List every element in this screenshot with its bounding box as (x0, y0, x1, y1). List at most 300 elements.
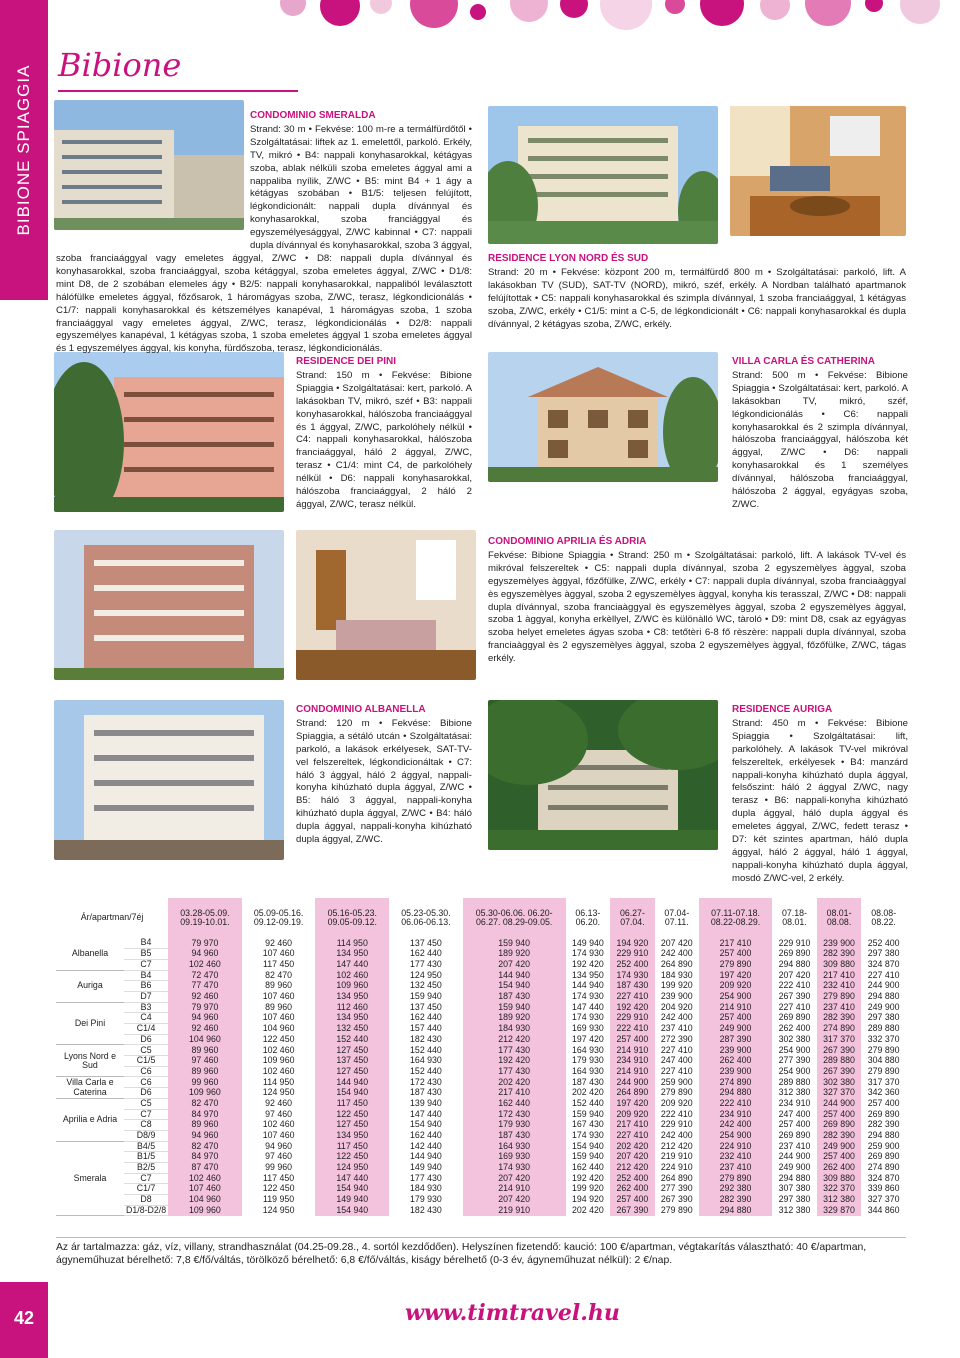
pini-building-photo (54, 352, 284, 512)
price-cell: 227 410 (660, 1044, 693, 1055)
price-cell: 107 460 (262, 1130, 295, 1141)
price-cell: 294 880 (867, 1130, 900, 1141)
apartment-category: D6 (124, 1088, 168, 1099)
albanella-body: Strand: 120 m • Fekvése: Bibione Spiaggia, a sétáló utcán • Szolgáltatásai: parkoló, a lakások erkélyesek, SAT-TV-vel felszereltek, légkondicionáltak • C7: háló 3 ággyal, háló 2 ággyal, nappali-konyha kihúzható dupla ággyal, Z/WC • B5: háló 3 ággyal, nappali-konyha kihúzható dupla ággyal, Z/WC • B4: háló dupla ággyal, nappali-konyha kihúzható dupla ággyal, Z/WC. (296, 717, 472, 846)
price-cell: 162 440 (410, 1012, 442, 1023)
lyon-text (488, 253, 906, 331)
price-cell: 97 460 (265, 1151, 293, 1162)
price-cell: 124 950 (262, 1087, 295, 1098)
price-cell: 174 930 (571, 991, 604, 1002)
price-cell: 99 960 (265, 1162, 293, 1173)
price-cell: 279 890 (699, 1173, 772, 1184)
price-cell: 152 440 (315, 1034, 389, 1045)
price-cell: 274 890 (867, 1162, 900, 1173)
price-cell: 102 460 (168, 1173, 242, 1184)
price-cell: 94 960 (168, 1130, 242, 1141)
price-cell: 114 950 (263, 1076, 295, 1087)
price-cell: 154 940 (315, 1088, 389, 1099)
price-cell: 254 900 (778, 1044, 811, 1055)
price-cell: 164 930 (571, 1065, 604, 1076)
price-cell: 307 380 (778, 1183, 811, 1194)
price-cell: 154 940 (463, 981, 566, 992)
villa-title: VILLA CARLA ÉS CATHERINA (732, 356, 875, 367)
price-cell: 287 390 (699, 1034, 772, 1045)
apartment-category: C7 (124, 1173, 168, 1184)
website-url[interactable]: www.timtravel.hu (405, 1300, 620, 1326)
price-cell: 154 940 (571, 1140, 604, 1151)
price-cell: 312 380 (778, 1087, 811, 1098)
aprilia-body: Fekvése: Bibione Spiaggia • Strand: 250 m • Szolgáltatásai: parkoló, lift. A lakások TV-vel és mikróval felszereltek • C5: nappali dupla dívánnyal, szoba 2 egyszemèlyes àggyal, szoba egyszemèlyes àggyal, főzőfülke, Z/WC, erkély • C7: nappali dupla dívánnyal, szoba franciaàggyal ès egyszemèlyes àggyal, szoba 2 egyszemèlyes àggyal, konyha kis terasszal, Z/WC • D8: nappali dupla dívánnyal, szoba franciaàggyal ès egyszemèlyes àggyal, szoba 2 egyszemèlyes àggyal, szoba 1 àggyal, konyha erkèllyel, Z/WC ès különàlló WC, tàroló • D9: mint D8, csak az egyágyas szoba helyet emeletes ágyas szoba • C8: tetőtèri 6-8 fő rèszère: nappali dupla dívánnyal, szoba franciaàggyal ès 2 egyszemèlyes àggyal, szoba 2 egyszemèlyes àggyal, főzőfülke, Z/WC, tágas erkély. (488, 549, 906, 665)
price-cell: 237 410 (817, 1002, 862, 1013)
price-cell: 249 900 (867, 1001, 900, 1012)
price-cell: 127 450 (315, 1066, 389, 1077)
apartment-category: C1/4 (124, 1024, 168, 1035)
price-cell: 137 450 (410, 1001, 442, 1012)
price-cell: 122 450 (315, 1109, 389, 1120)
price-row (56, 970, 906, 981)
price-cell: 342 360 (867, 1087, 900, 1098)
apartment-category: B3 (124, 1002, 168, 1013)
price-cell: 94 960 (168, 949, 242, 960)
price-cell: 309 880 (817, 959, 862, 970)
price-cell: 294 880 (778, 1172, 811, 1183)
price-cell: 159 940 (410, 991, 442, 1002)
price-cell: 102 460 (262, 1044, 295, 1055)
price-cell: 102 460 (262, 1119, 295, 1130)
price-cell: 177 430 (463, 1066, 566, 1077)
accommodation-name: Villa Carla e Caterina (56, 1077, 124, 1098)
apartment-category: C6 (124, 1066, 168, 1077)
price-cell: 249 900 (817, 1141, 862, 1152)
period-header: 05.09-05.16. 09.12-09.19. (253, 907, 304, 927)
logo-underline (58, 90, 298, 92)
price-cell: 177 430 (463, 1045, 566, 1056)
price-cell: 324 870 (867, 1172, 900, 1183)
sidebar (0, 0, 48, 1358)
price-cell: 217 410 (610, 1120, 655, 1131)
price-cell: 194 920 (610, 938, 655, 949)
price-row (56, 949, 906, 960)
price-cell: 172 430 (463, 1109, 566, 1120)
price-cell: 212 420 (610, 1162, 655, 1173)
price-cell: 174 930 (571, 1130, 604, 1141)
lyon-interior-photo (730, 106, 906, 236)
price-cell: 99 960 (168, 1077, 242, 1088)
price-cell: 182 430 (410, 1204, 442, 1215)
decorative-bubbles (260, 0, 960, 60)
apartment-category: D6 (124, 1034, 168, 1045)
price-cell: 172 430 (410, 1076, 442, 1087)
price-cell: 297 380 (867, 1012, 900, 1023)
price-row (56, 1045, 906, 1056)
accommodation-name: Aprilia e Adria (56, 1098, 124, 1141)
price-cell: 209 920 (610, 1109, 655, 1120)
price-cell: 262 400 (817, 1162, 862, 1173)
period-header: 08.08-08.22. (871, 907, 897, 927)
price-cell: 219 910 (660, 1151, 693, 1162)
price-cell: 227 410 (660, 1065, 693, 1076)
price-cell: 289 880 (778, 1076, 811, 1087)
price-cell: 84 970 (168, 1152, 242, 1163)
price-cell: 339 860 (867, 1183, 900, 1194)
price-cell: 184 930 (660, 969, 693, 980)
albanella-title: CONDOMINIO ALBANELLA (296, 704, 426, 715)
price-cell: 174 930 (571, 948, 604, 959)
price-row (56, 1056, 906, 1067)
price-cell: 72 470 (168, 970, 242, 981)
price-cell: 274 890 (817, 1024, 862, 1035)
price-cell: 212 420 (463, 1034, 566, 1045)
price-cell: 104 960 (262, 1023, 295, 1034)
villa-photo (488, 352, 718, 482)
price-cell: 259 900 (660, 1076, 693, 1087)
price-row (56, 1066, 906, 1077)
price-cell: 207 420 (610, 1152, 655, 1163)
price-cell: 169 930 (571, 1023, 604, 1034)
price-cell: 92 460 (168, 991, 242, 1002)
period-header: 05.16-05.23. 09.05-09.12. (315, 898, 389, 938)
price-cell: 274 890 (699, 1077, 772, 1088)
price-cell: 89 960 (168, 1045, 242, 1056)
price-cell: 97 460 (168, 1056, 242, 1067)
smerala-body-text: Strand: 30 m • Fekvése: 100 m-re a termálfürdőtől • Szolgáltatásai: liftek az 1. emelettől, parkoló. Erkély, TV, mikró • B4: nappali konyhasarokkal, kétágyas szoba, ablak nélküli szoba emeletes ággyal ami a nappaliba nyílik, Z/WC • B5: mint B4 + 1 ágy a kétágyas szobában • B1/5: teljesen felújított, légkondicionált: nappali dupla dívánnyal és konyhasarokkal, szoba franciággyal és egyszemélyesággyal, Z/WC kabinnal • C7: nappali dupla dívánnyal és konyhasarokkal, szoba 3 ággyal, szoba franciaággyal vagy emeletes ággyal, Z/WC • D8: nappali dupla dívánnyal és konyhasarokkal, szoba franciaággyal, szoba kétággyal, szoba emeletes ággyal, Z/WC • D1/8: mint D8, de 2 szobában elemeles ágy • B2/5: nappali konyhasarokkal, nappaliból leválasztott hálófülke emeletes ággyal, főzősarok, 1 háromágyas szoba, Z/WC, terasz, légkondicionálás • C1/7: nappali konyhasarokkal és kétszemélyes kanapéval, 1 háromágyas szoba, 1 szoba franciaággyal vagy emeletes ággyal, Z/WC, terasz, légkondicionálás • D2/8: nappali egyszemélyes kanapéval, 1 kétágyas szoba, 1 szoba emeletes ággyal 1 szoba emeletes ággyal és 1 egyszemélyes ággyal, kis konyha, fürdőszoba, terasz, légkondicionálás. (56, 123, 472, 355)
price-row (56, 1130, 906, 1141)
price-cell: 209 920 (699, 981, 772, 992)
price-cell: 277 390 (778, 1055, 811, 1066)
price-cell: 257 400 (699, 949, 772, 960)
price-cell: 237 410 (660, 1023, 693, 1034)
price-cell: 132 450 (410, 980, 442, 991)
albanella-text (296, 704, 472, 847)
price-cell: 119 950 (263, 1194, 295, 1205)
price-cell: 102 460 (315, 970, 389, 981)
price-cell: 267 390 (817, 1045, 862, 1056)
price-row (56, 1141, 906, 1152)
price-cell: 162 440 (463, 1098, 566, 1109)
price-cell: 244 900 (610, 1077, 655, 1088)
price-cell: 227 410 (778, 1001, 811, 1012)
price-cell: 272 390 (660, 1033, 693, 1044)
apartment-category: B2/5 (124, 1162, 168, 1173)
price-cell: 197 420 (610, 1098, 655, 1109)
price-cell: 117 450 (263, 1172, 295, 1183)
price-cell: 262 400 (610, 1184, 655, 1195)
price-cell: 297 380 (867, 948, 900, 959)
price-cell: 147 440 (571, 1001, 604, 1012)
price-row (56, 1162, 906, 1173)
price-cell: 147 440 (410, 1108, 442, 1119)
price-cell: 264 890 (660, 1172, 693, 1183)
price-cell: 282 390 (817, 949, 862, 960)
price-cell: 187 430 (463, 1130, 566, 1141)
price-cell: 232 410 (817, 981, 862, 992)
price-cell: 332 370 (867, 1033, 900, 1044)
price-cell: 279 890 (867, 1044, 900, 1055)
page-number: 42 (13, 1308, 35, 1328)
price-cell: 199 920 (660, 980, 693, 991)
auriga-text (732, 704, 908, 886)
price-cell: 197 420 (571, 1033, 604, 1044)
period-header: 07.11-07.18. 08.22-08.29. (699, 898, 772, 938)
price-cell: 162 440 (410, 1130, 442, 1141)
price-cell: 109 960 (262, 1055, 295, 1066)
price-row (56, 1184, 906, 1195)
price-table (56, 898, 906, 1216)
apartment-category: C1/5 (124, 1056, 168, 1067)
price-cell: 159 940 (571, 1151, 604, 1162)
price-cell: 239 900 (699, 1066, 772, 1077)
price-cell: 134 950 (315, 1130, 389, 1141)
price-cell: 207 420 (660, 937, 693, 948)
price-cell: 159 940 (463, 1002, 566, 1013)
price-cell: 254 900 (699, 991, 772, 1002)
price-cell: 257 400 (699, 1013, 772, 1024)
price-cell: 149 940 (410, 1162, 442, 1173)
price-cell: 269 890 (867, 1151, 900, 1162)
accommodation-name: Lyons Nord e Sud (56, 1045, 124, 1077)
price-cell: 244 900 (778, 1151, 811, 1162)
price-cell: 209 920 (660, 1097, 693, 1108)
price-cell: 94 960 (265, 1140, 293, 1151)
price-cell: 184 930 (410, 1183, 442, 1194)
price-cell: 159 940 (463, 938, 566, 949)
price-row (56, 1077, 906, 1088)
price-cell: 189 920 (463, 949, 566, 960)
price-cell: 187 430 (610, 981, 655, 992)
price-cell: 107 460 (168, 1184, 242, 1195)
price-cell: 159 940 (571, 1108, 604, 1119)
aprilia-title: CONDOMINIO APRILIA ÉS ADRIA (488, 536, 647, 547)
price-cell: 302 380 (817, 1077, 862, 1088)
price-cell: 82 470 (168, 1141, 242, 1152)
price-cell: 107 460 (262, 1012, 295, 1023)
price-cell: 179 930 (410, 1194, 442, 1205)
accommodation-name: Dei Pini (56, 1002, 124, 1045)
price-cell: 109 960 (168, 1088, 242, 1099)
aprilia-text (488, 536, 906, 666)
price-cell: 109 960 (315, 981, 389, 992)
price-cell: 289 880 (867, 1023, 900, 1034)
price-row (56, 1120, 906, 1131)
price-cell: 302 380 (778, 1033, 811, 1044)
price-cell: 109 960 (168, 1205, 242, 1216)
price-cell: 252 400 (610, 1173, 655, 1184)
price-cell: 227 410 (610, 1130, 655, 1141)
price-cell: 92 460 (265, 937, 293, 948)
price-cell: 202 420 (571, 1204, 604, 1215)
price-cell: 89 960 (265, 980, 293, 991)
smerala-text (56, 110, 472, 356)
price-cell: 144 940 (463, 970, 566, 981)
aprilia-interior-photo (296, 530, 476, 680)
price-table-corner: Ár/apartman/7éj (56, 898, 168, 938)
price-cell: 292 380 (699, 1184, 772, 1195)
price-cell: 304 880 (867, 1055, 900, 1066)
price-cell: 239 900 (699, 1045, 772, 1056)
price-cell: 327 370 (817, 1088, 862, 1099)
price-cell: 242 400 (660, 1012, 693, 1023)
price-cell: 259 900 (867, 1140, 900, 1151)
price-cell: 257 400 (817, 1152, 862, 1163)
price-cell: 269 890 (778, 1012, 811, 1023)
price-row (56, 959, 906, 970)
price-cell: 279 890 (699, 959, 772, 970)
price-cell: 282 390 (867, 1119, 900, 1130)
price-row (56, 1024, 906, 1035)
price-cell: 282 390 (817, 1013, 862, 1024)
price-cell: 149 940 (571, 937, 604, 948)
apartment-category: B4 (124, 938, 168, 949)
price-cell: 147 440 (315, 959, 389, 970)
price-cell: 252 400 (610, 959, 655, 970)
price-footnote: Az ár tartalmazza: gáz, víz, villany, strandhasználat (04.25-09.28., 4. sortól kezdődően). Helyszínen fizetendő: kaució: 100 €/apartman, végtakarítás választható: 40 €/apartman, ágyneműhuzat bérelhető: 7,8 €/fő/váltás, törölköző bérelhető: 6,8 €/fő/váltás, kiságy bérelhető (0-3 év, ágyneműhuzat nélkül): 2 €/nap. (56, 1237, 906, 1268)
price-cell: 127 450 (315, 1120, 389, 1131)
villa-text (732, 356, 908, 512)
price-cell: 117 450 (263, 959, 295, 970)
price-cell: 229 910 (610, 949, 655, 960)
price-cell: 179 930 (463, 1120, 566, 1131)
price-table-header (56, 898, 906, 938)
price-row (56, 1013, 906, 1024)
price-cell: 144 940 (315, 1077, 389, 1088)
price-row (56, 1109, 906, 1120)
price-cell: 174 930 (610, 970, 655, 981)
price-cell: 214 910 (463, 1184, 566, 1195)
price-cell: 124 950 (262, 1204, 295, 1215)
price-cell: 222 410 (778, 980, 811, 991)
price-cell: 289 880 (817, 1056, 862, 1067)
price-cell: 137 450 (410, 937, 442, 948)
price-cell: 269 890 (867, 1108, 900, 1119)
price-cell: 144 940 (410, 1151, 442, 1162)
price-cell: 317 370 (867, 1076, 900, 1087)
price-cell: 294 880 (699, 1205, 772, 1216)
price-cell: 107 460 (262, 991, 295, 1002)
price-cell: 144 940 (571, 980, 604, 991)
price-cell: 312 380 (817, 1195, 862, 1206)
price-cell: 102 460 (168, 959, 242, 970)
price-cell: 279 890 (867, 1065, 900, 1076)
price-cell: 244 900 (867, 980, 900, 991)
price-row (56, 1098, 906, 1109)
price-cell: 77 470 (168, 981, 242, 992)
price-cell: 214 910 (699, 1002, 772, 1013)
apartment-category: B4 (124, 970, 168, 981)
price-cell: 124 950 (315, 1162, 389, 1173)
price-cell: 122 450 (262, 1183, 295, 1194)
price-cell: 122 450 (315, 1152, 389, 1163)
price-cell: 92 460 (265, 1097, 293, 1108)
price-cell: 264 890 (660, 959, 693, 970)
price-cell: 174 930 (571, 1012, 604, 1023)
price-cell: 202 420 (463, 1077, 566, 1088)
pini-body: Strand: 150 m • Fekvése: Bibione Spiaggia • Szolgáltatásai: kert, parkoló. A lakásokban TV, mikró, széf • B3: nappali konyhasarokkal, hálószoba franciaággyal és 1 ággyal, Z/WC, parkolóhely nélkül • C4: nappali konyhasarokkal, hálószoba franciaággyal, háló 2 ággyal, Z/WC, terasz • C1/4: mint C4, de parkolóhely nélkül • D6: nappali konyhasarokkal, hálószoba franciaággyal, 2 háló 2 ággyal, Z/WC, terasz nélkül. (296, 369, 472, 510)
apartment-category: D7 (124, 991, 168, 1002)
price-cell: 169 930 (463, 1152, 566, 1163)
price-cell: 282 390 (699, 1195, 772, 1206)
price-cell: 102 460 (262, 1065, 295, 1076)
price-cell: 212 420 (660, 1140, 693, 1151)
price-cell: 229 910 (778, 937, 811, 948)
price-cell: 269 890 (778, 1130, 811, 1141)
smerala-float (56, 124, 250, 246)
price-cell: 227 410 (610, 991, 655, 1002)
period-header: 08.01-08.08. (817, 898, 862, 938)
lyon-exterior-photo (488, 106, 718, 244)
price-cell: 124 950 (410, 969, 442, 980)
price-cell: 134 950 (571, 969, 604, 980)
price-cell: 82 470 (265, 969, 293, 980)
price-cell: 194 920 (571, 1194, 604, 1205)
price-cell: 89 960 (168, 1066, 242, 1077)
price-cell: 197 420 (699, 970, 772, 981)
price-cell: 327 370 (867, 1194, 900, 1205)
price-cell: 247 400 (778, 1108, 811, 1119)
price-cell: 252 400 (867, 937, 900, 948)
price-cell: 112 460 (315, 1002, 389, 1013)
period-header: 05.30-06.06. 06.20-06.27. 08.29-09.05. (463, 898, 566, 938)
price-cell: 227 410 (867, 969, 900, 980)
price-cell: 294 880 (867, 991, 900, 1002)
price-cell: 152 440 (571, 1097, 604, 1108)
price-cell: 139 940 (410, 1097, 442, 1108)
apartment-category: C5 (124, 1098, 168, 1109)
price-cell: 242 400 (660, 948, 693, 959)
apartment-category: C4 (124, 1013, 168, 1024)
price-cell: 222 410 (610, 1024, 655, 1035)
price-cell: 229 910 (660, 1119, 693, 1130)
period-header: 06.13-06.20. (575, 907, 601, 927)
price-cell: 249 900 (778, 1162, 811, 1173)
price-cell: 82 470 (168, 1098, 242, 1109)
price-cell: 269 890 (817, 1120, 862, 1131)
price-cell: 149 940 (315, 1195, 389, 1206)
price-row (56, 1205, 906, 1216)
apartment-category: B1/5 (124, 1152, 168, 1163)
lyon-title: RESIDENCE LYON NORD ÉS SUD (488, 253, 649, 264)
price-cell: 104 960 (168, 1034, 242, 1045)
price-cell: 324 870 (867, 959, 900, 970)
price-cell: 127 450 (315, 1045, 389, 1056)
price-cell: 84 970 (168, 1109, 242, 1120)
price-cell: 217 410 (699, 938, 772, 949)
price-cell: 177 430 (410, 1172, 442, 1183)
price-row (56, 1173, 906, 1184)
price-row (56, 991, 906, 1002)
price-cell: 142 440 (410, 1140, 442, 1151)
price-cell: 322 370 (817, 1184, 862, 1195)
accommodation-name: Albanella (56, 938, 124, 970)
price-cell: 192 420 (463, 1056, 566, 1067)
price-row (56, 1195, 906, 1206)
price-cell: 87 470 (168, 1162, 242, 1173)
apartment-category: D1/8-D2/8 (126, 1204, 167, 1215)
price-cell: 257 400 (610, 1195, 655, 1206)
price-cell: 232 410 (699, 1152, 772, 1163)
auriga-body: Strand: 450 m • Fekvése: Bibione Spiaggia • Szolgáltatásai: lift, parkolóhely. A lakások TV-vel mikróval felszereltek, erkélyesek • B4: manzárd nappali-konyha kihúzható dupla ággyal, felsőszint: háló 2 ággyal Z/WC, nagy terasz • B6: nappali-konyha kihúzható dupla ággyal, háló dupla ággyal és emeletes ággyal, Z/WC, fedett terasz • D7: két szintes apartman, háló dupla ággyal, háló 2 ággyal, háló 1 ággyal, nappali-konyha kihúzható dupla ággyal, mosdó Z/WC-vel, 2 erkély. (732, 717, 908, 884)
price-cell: 174 930 (463, 1162, 566, 1173)
price-cell: 237 410 (699, 1162, 772, 1173)
price-cell: 329 870 (817, 1205, 862, 1216)
price-cell: 202 420 (610, 1141, 655, 1152)
price-cell: 192 420 (610, 1002, 655, 1013)
pini-title: RESIDENCE DEI PINI (296, 356, 397, 367)
sidebar-title: BIBIONE SPIAGGIA (14, 64, 33, 236)
auriga-title: RESIDENCE AURIGA (732, 704, 833, 715)
price-table-body (56, 938, 906, 1216)
apartment-category: C1/7 (124, 1184, 168, 1195)
price-cell: 192 420 (571, 1172, 604, 1183)
